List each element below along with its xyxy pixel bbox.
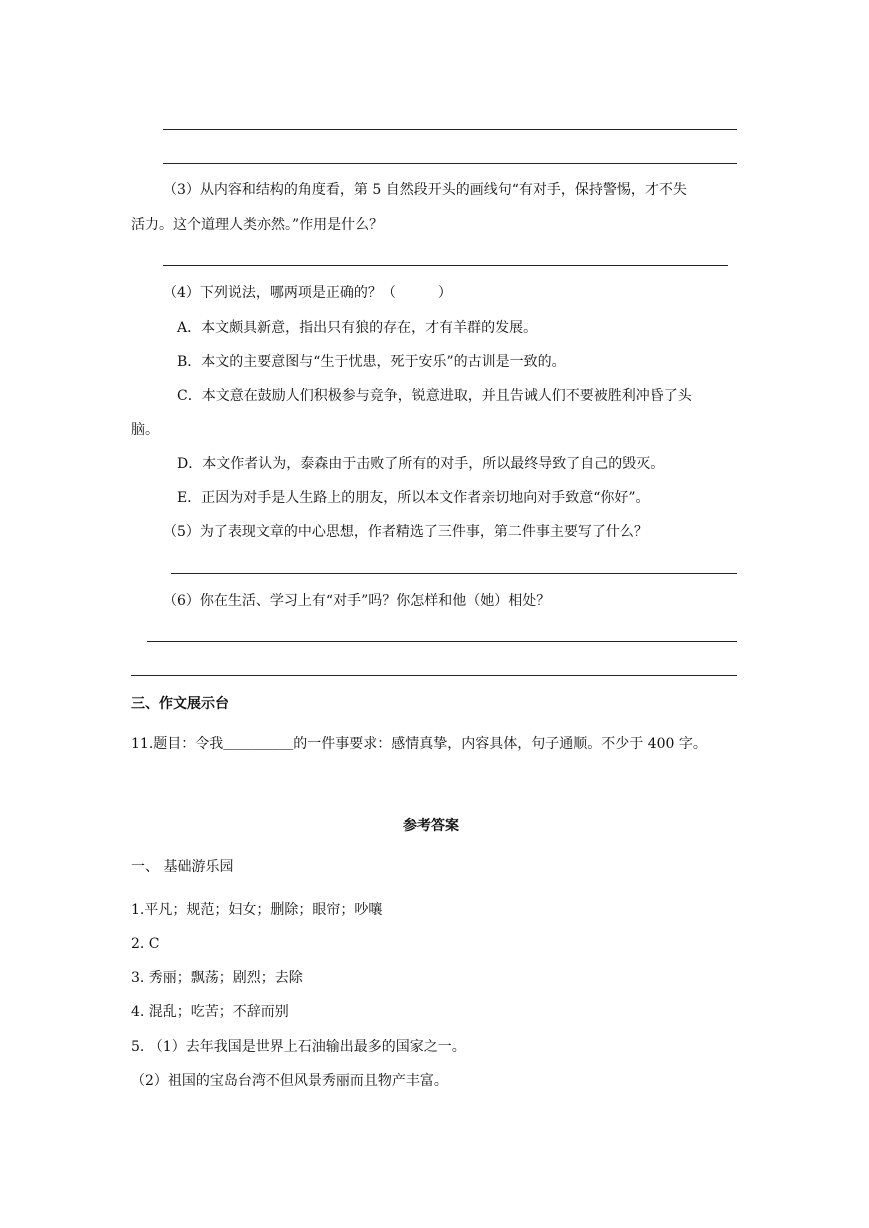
answer-line <box>147 641 737 642</box>
answer-4: 4. 混乱；吃苦；不辞而别 <box>131 1004 289 1020</box>
question-4-option-d: D．本文作者认为，泰森由于击败了所有的对手，所以最终导致了自己的毁灭。 <box>177 456 665 472</box>
answer-5-part-2: （2）祖国的宝岛台湾不但风景秀丽而且物产丰富。 <box>131 1073 448 1089</box>
question-4-stem: （4）下列说法，哪两项是正确的？（ ） <box>163 285 452 301</box>
question-11: 11.题目：令我＿＿＿＿＿的一件事要求：感情真挚，内容具体，句子通顺。不少于 400 字。 <box>131 736 707 752</box>
answer-2: 2. C <box>131 936 160 952</box>
answer-line <box>131 675 737 676</box>
question-4-option-b: B．本文的主要意图与“生于忧患，死于安乐”的古训是一致的。 <box>177 354 566 370</box>
answer-line <box>163 163 737 164</box>
answers-title: 参考答案 <box>403 818 459 834</box>
question-3-line-1: （3）从内容和结构的角度看，第 5 自然段开头的画线句“有对手，保持警惕，才不失 <box>163 182 687 198</box>
answers-section-1-heading: 一、 基础游乐园 <box>131 859 234 875</box>
question-4-option-c-line-2: 脑。 <box>131 422 159 438</box>
answer-1: 1.平凡；规范；妇女；删除；眼帘；吵嚷 <box>131 902 383 918</box>
question-4-option-a: A．本文颇具新意，指出只有狼的存在，才有羊群的发展。 <box>177 320 538 336</box>
answer-3: 3. 秀丽；飘荡；剧烈；去除 <box>131 970 303 986</box>
answer-line <box>163 129 737 130</box>
question-4-option-c-line-1: C．本文意在鼓励人们积极参与竞争，锐意进取，并且告诫人们不要被胜利冲昏了头 <box>177 388 692 404</box>
question-6-stem: （6）你在生活、学习上有“对手”吗？你怎样和他（她）相处？ <box>163 593 551 609</box>
section-3-heading: 三、作文展示台 <box>131 696 229 712</box>
question-5-stem: （5）为了表现文章的中心思想，作者精选了三件事，第二件事主要写了什么？ <box>163 524 648 540</box>
question-3-line-2: 活力。这个道理人类亦然。”作用是什么？ <box>131 217 384 233</box>
answer-line <box>171 573 737 574</box>
question-4-option-e: E．正因为对手是人生路上的朋友，所以本文作者亲切地向对手致意“你好”。 <box>177 490 650 506</box>
answer-line <box>163 265 728 266</box>
answer-5-part-1: 5. （1）去年我国是世界上石油输出最多的国家之一。 <box>131 1039 466 1055</box>
